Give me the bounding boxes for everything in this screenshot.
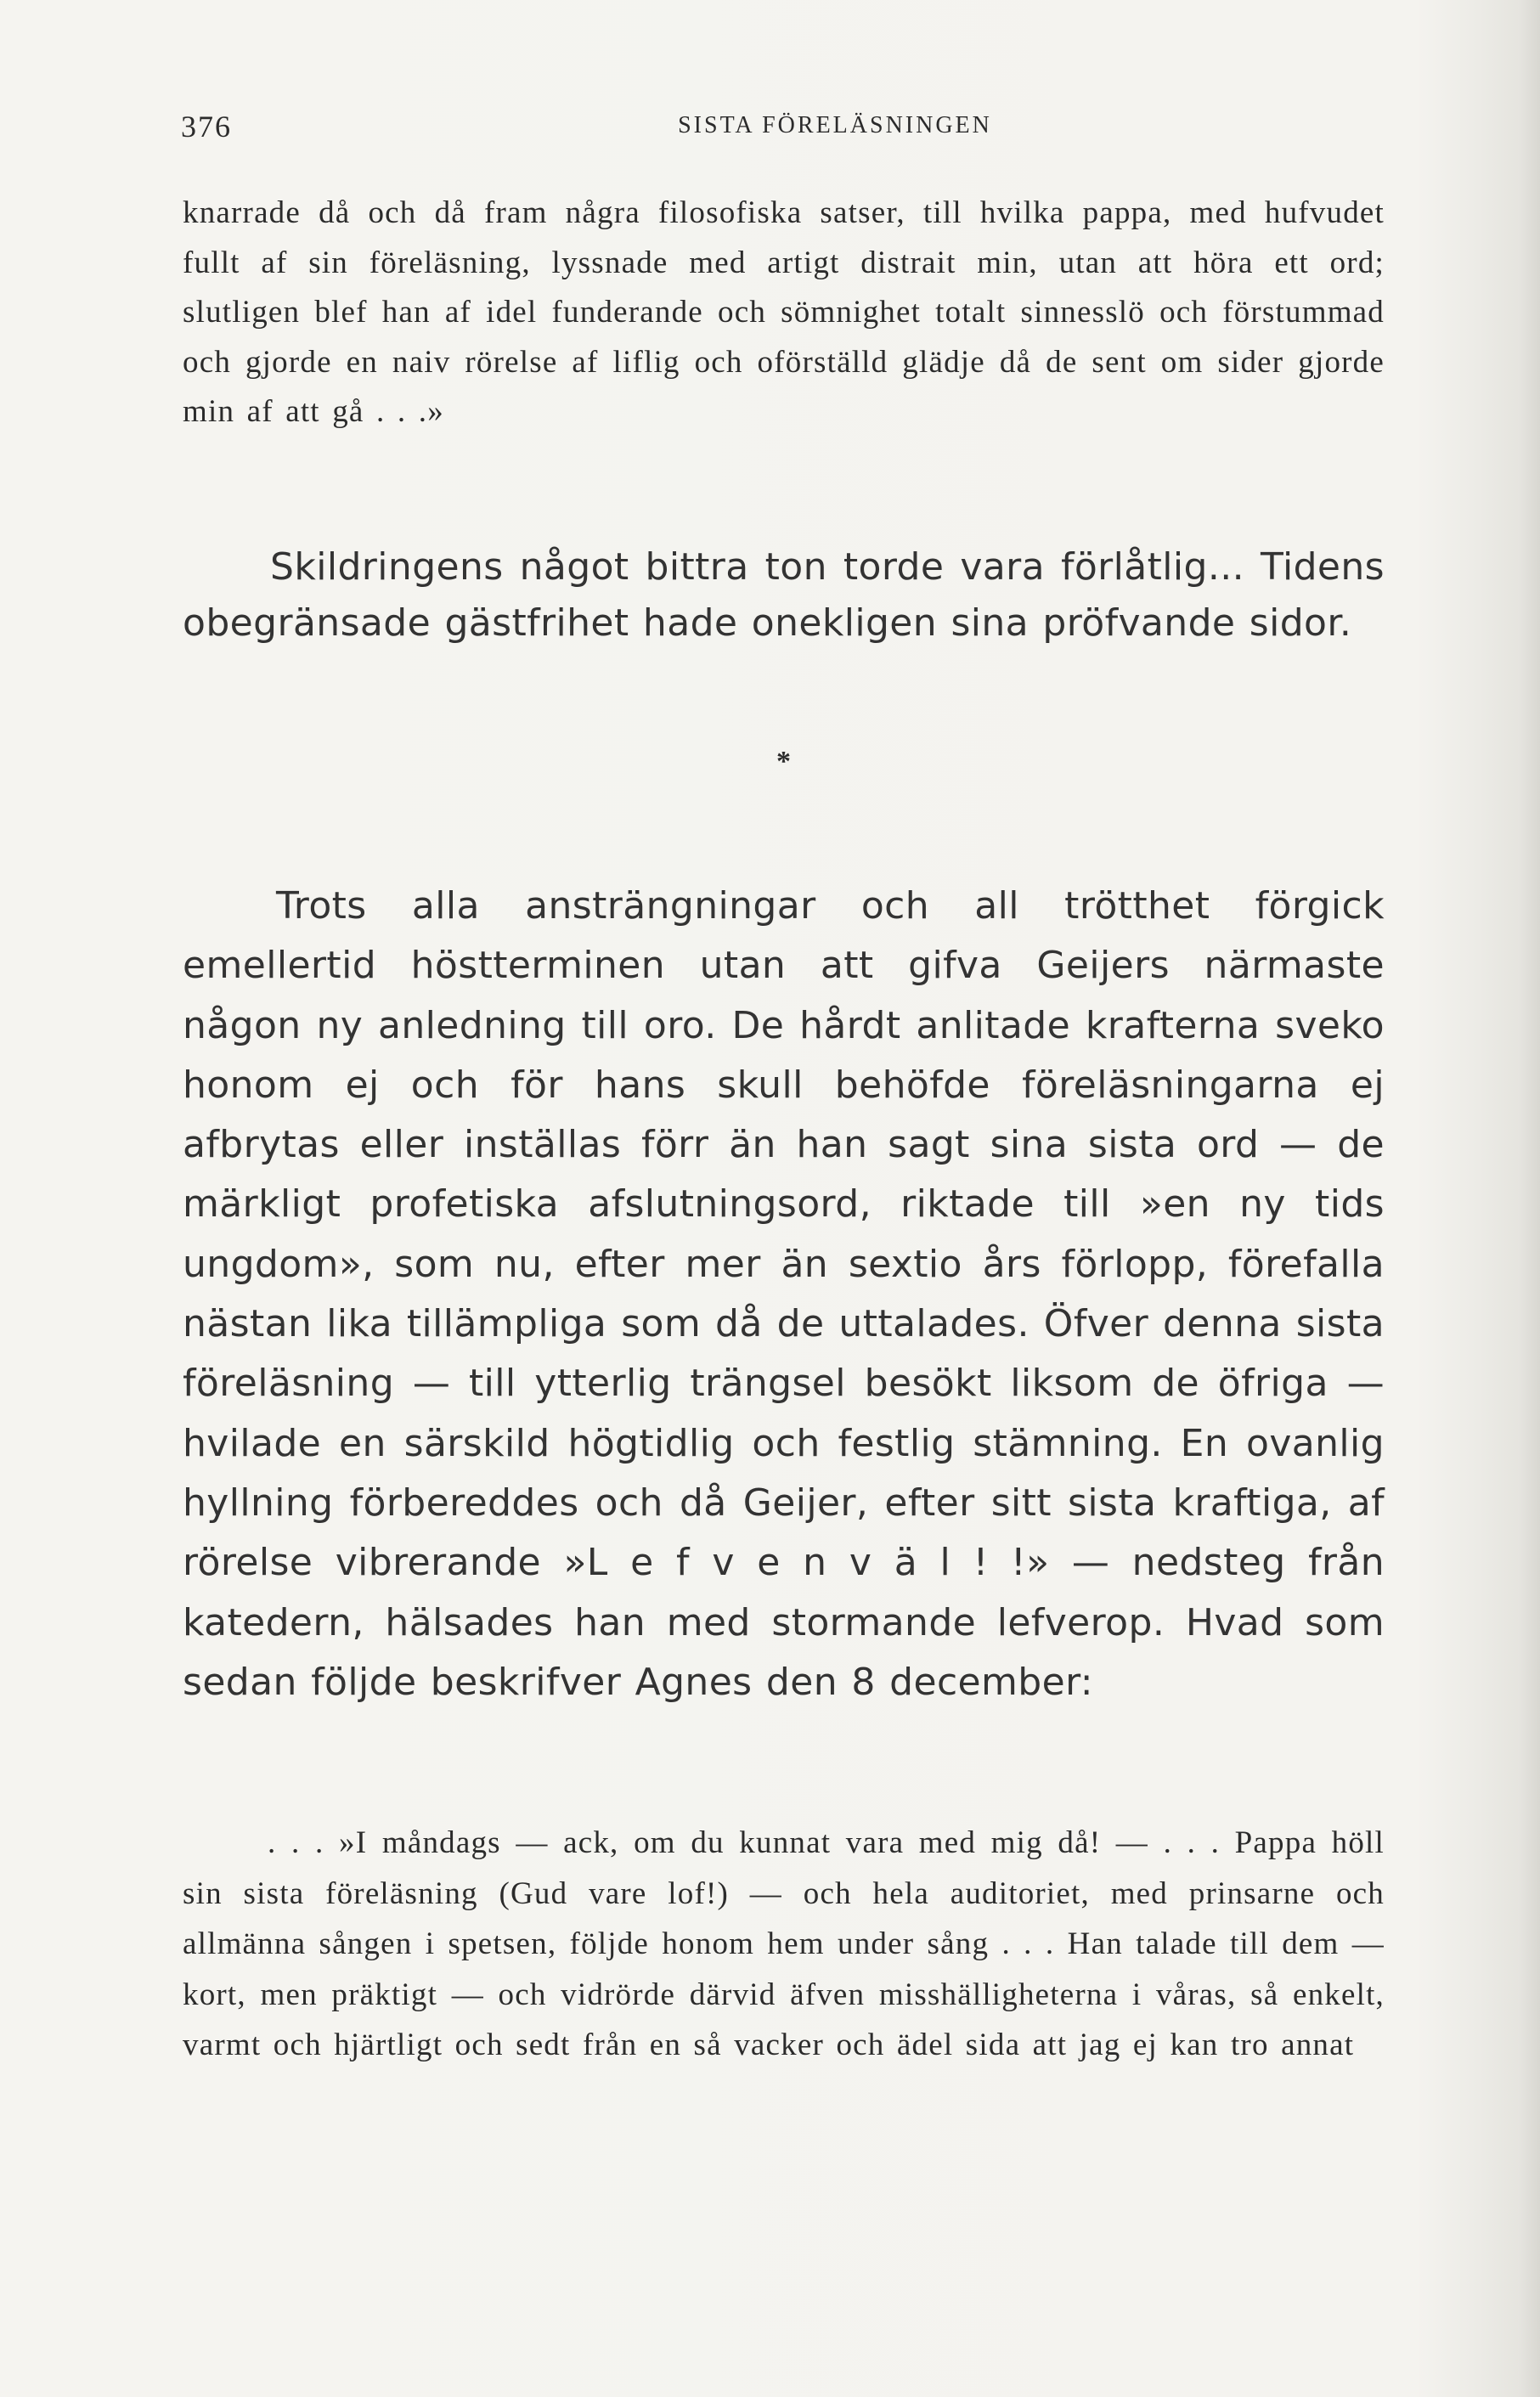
page-number: 376 xyxy=(181,110,232,144)
body-paragraph-main: Trots alla ansträngningar och all trötthet förgick emellertid höstterminen utan att gifva Geijers närmaste någon ny anledning till oro. De hårdt anlitade krafterna sveko honom ej och för hans skull behöfde föreläsningarna ej afbrytas eller inställas förr än han sagt sina sista ord — de märkligt profetiska afslutningsord, riktade till »en ny tids ungdom», som nu, efter mer än sextio års förlopp, förefalla nästan lika tillämpliga som då de uttalades. Öfver denna sista föreläsning — till ytterlig trängsel besökt liksom de öfriga — hvilade en särskild högtidlig och festlig stämning. En ovanlig hyllning förbereddes och då Geijer, efter sitt sista kraftiga, af rörelse vibrerande »L e f v e n v ä l ! !» — nedsteg från katedern, hälsades han med stormande lefverop. Hvad som sedan följde beskrifver Agnes den 8 december: xyxy=(183,884,1385,1704)
body-paragraph-remark: Skildringens något bittra ton torde vara förlåtlig... Tidens obegränsade gästfrihet hade onekligen sina pröfvande sidor. xyxy=(183,545,1385,645)
quote-paragraph-letter: . . . »I måndags — ack, om du kunnat vara med mig då! — . . . Pappa höll sin sista föreläsning (Gud vare lof!) — och hela auditoriet, med prinsarne och allmänna sången i spetsen, följde honom hem under sång . . . Han talade till dem — kort, men präktigt — och vidrörde därvid äfven misshälligheterna i våras, så enkelt, varmt och hjärtligt och sedt från en så vacker och ädel sida att jag ej kan tro annat xyxy=(183,1825,1385,2062)
quote-paragraph-continued: knarrade då och då fram några filosofiska satser, till hvilka pappa, med hufvudet fullt af sin föreläsning, lyssnade med artigt distrait min, utan att höra ett ord; slutligen blef han af idel funderande och sömnighet totalt sinnesslö och förstummad och gjorde en naiv rörelse af liflig och oförställd glädje då de sent om sider gjorde min af att gå . . .» xyxy=(183,195,1385,429)
section-separator: * xyxy=(776,746,791,777)
running-head: SISTA FÖRELÄSNINGEN xyxy=(678,112,992,138)
page-edge-shadow xyxy=(1518,0,1540,2397)
page-header xyxy=(181,109,1387,151)
